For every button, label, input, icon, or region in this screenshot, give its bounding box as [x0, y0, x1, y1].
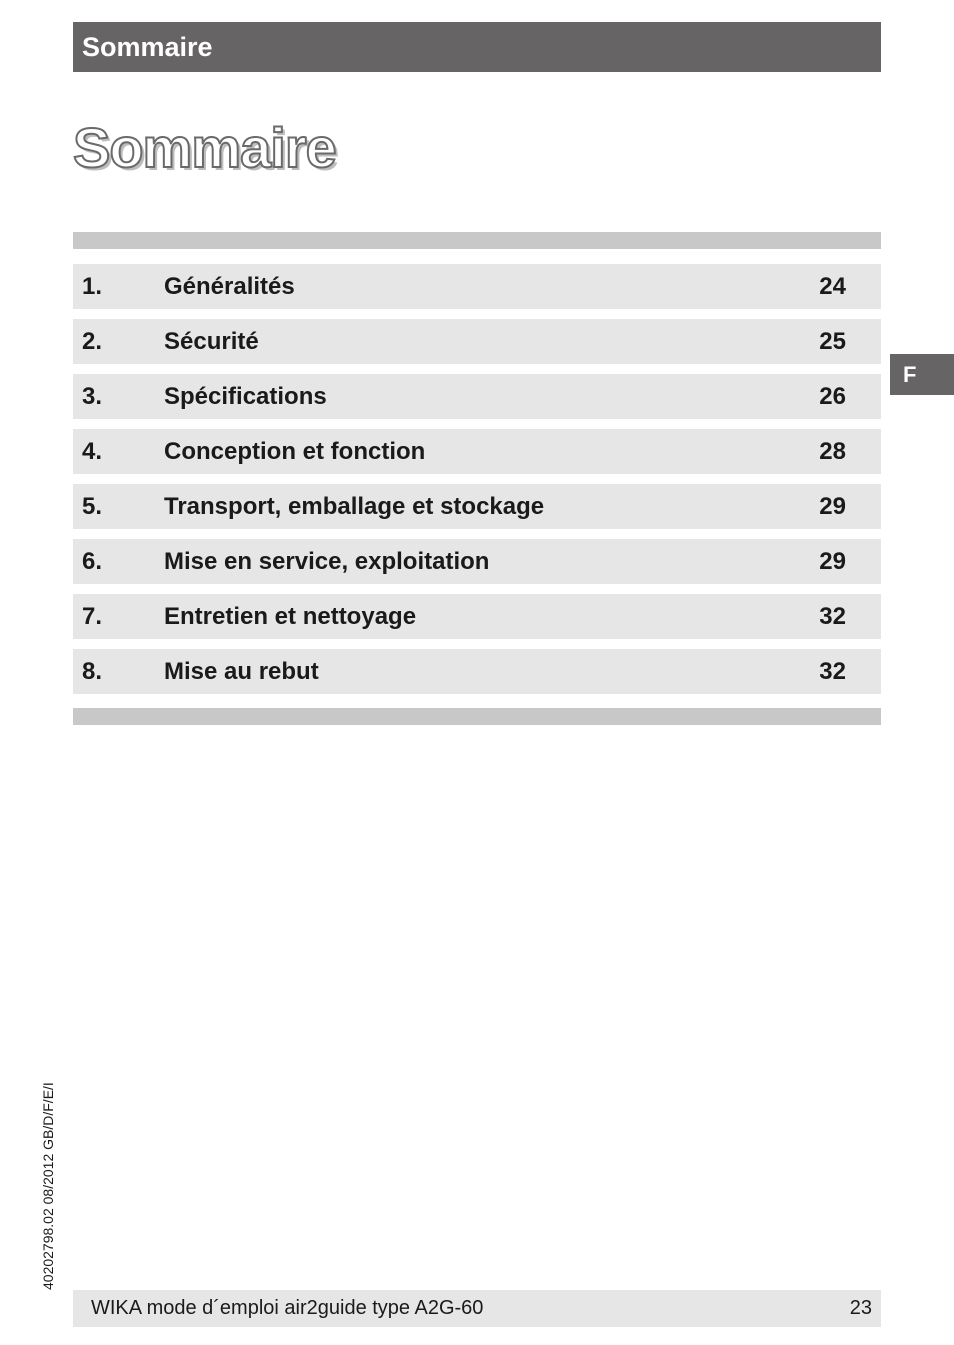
divider-bottom — [73, 708, 881, 725]
toc-number: 2. — [82, 328, 103, 355]
section-header: Sommaire — [73, 22, 881, 72]
toc-title: Conception et fonction — [164, 438, 426, 465]
toc-title: Entretien et nettoyage — [164, 603, 417, 630]
toc-row[interactable] — [73, 264, 881, 309]
toc-row[interactable] — [73, 539, 881, 584]
divider-top — [73, 232, 881, 249]
toc-page: 25 — [819, 328, 846, 355]
toc-row[interactable] — [73, 484, 881, 529]
language-tab: F — [890, 354, 954, 395]
toc-number: 3. — [82, 383, 103, 410]
toc-title: Transport, emballage et stockage — [164, 493, 545, 520]
table-of-contents — [73, 264, 881, 704]
footer — [73, 1290, 881, 1327]
toc-page: 32 — [819, 603, 846, 630]
toc-row[interactable] — [73, 649, 881, 694]
toc-number: 4. — [82, 438, 103, 465]
toc-page: 32 — [819, 658, 846, 685]
toc-page: 26 — [819, 383, 846, 410]
toc-title: Mise en service, exploitation — [164, 548, 490, 575]
toc-row[interactable] — [73, 429, 881, 474]
toc-page: 29 — [819, 493, 846, 520]
document-code: 40202798.02 08/2012 GB/D/F/E/I — [40, 1082, 56, 1290]
toc-row[interactable] — [73, 594, 881, 639]
toc-number: 7. — [82, 603, 103, 630]
toc-number: 6. — [82, 548, 103, 575]
toc-number: 8. — [82, 658, 103, 685]
toc-title: Sécurité — [164, 328, 259, 355]
toc-title: Mise au rebut — [164, 658, 319, 685]
toc-number: 1. — [82, 273, 103, 300]
page-number: 23 — [849, 1297, 872, 1319]
page-title: Sommaire — [73, 116, 336, 179]
toc-page: 29 — [819, 548, 846, 575]
toc-row[interactable] — [73, 319, 881, 364]
toc-page: 28 — [819, 438, 846, 465]
toc-title: Généralités — [164, 273, 295, 300]
footer-text: WIKA mode d´emploi air2guide type A2G-60 — [91, 1297, 484, 1319]
toc-page: 24 — [819, 273, 846, 300]
toc-number: 5. — [82, 493, 103, 520]
toc-title: Spécifications — [164, 383, 327, 410]
toc-row[interactable] — [73, 374, 881, 419]
